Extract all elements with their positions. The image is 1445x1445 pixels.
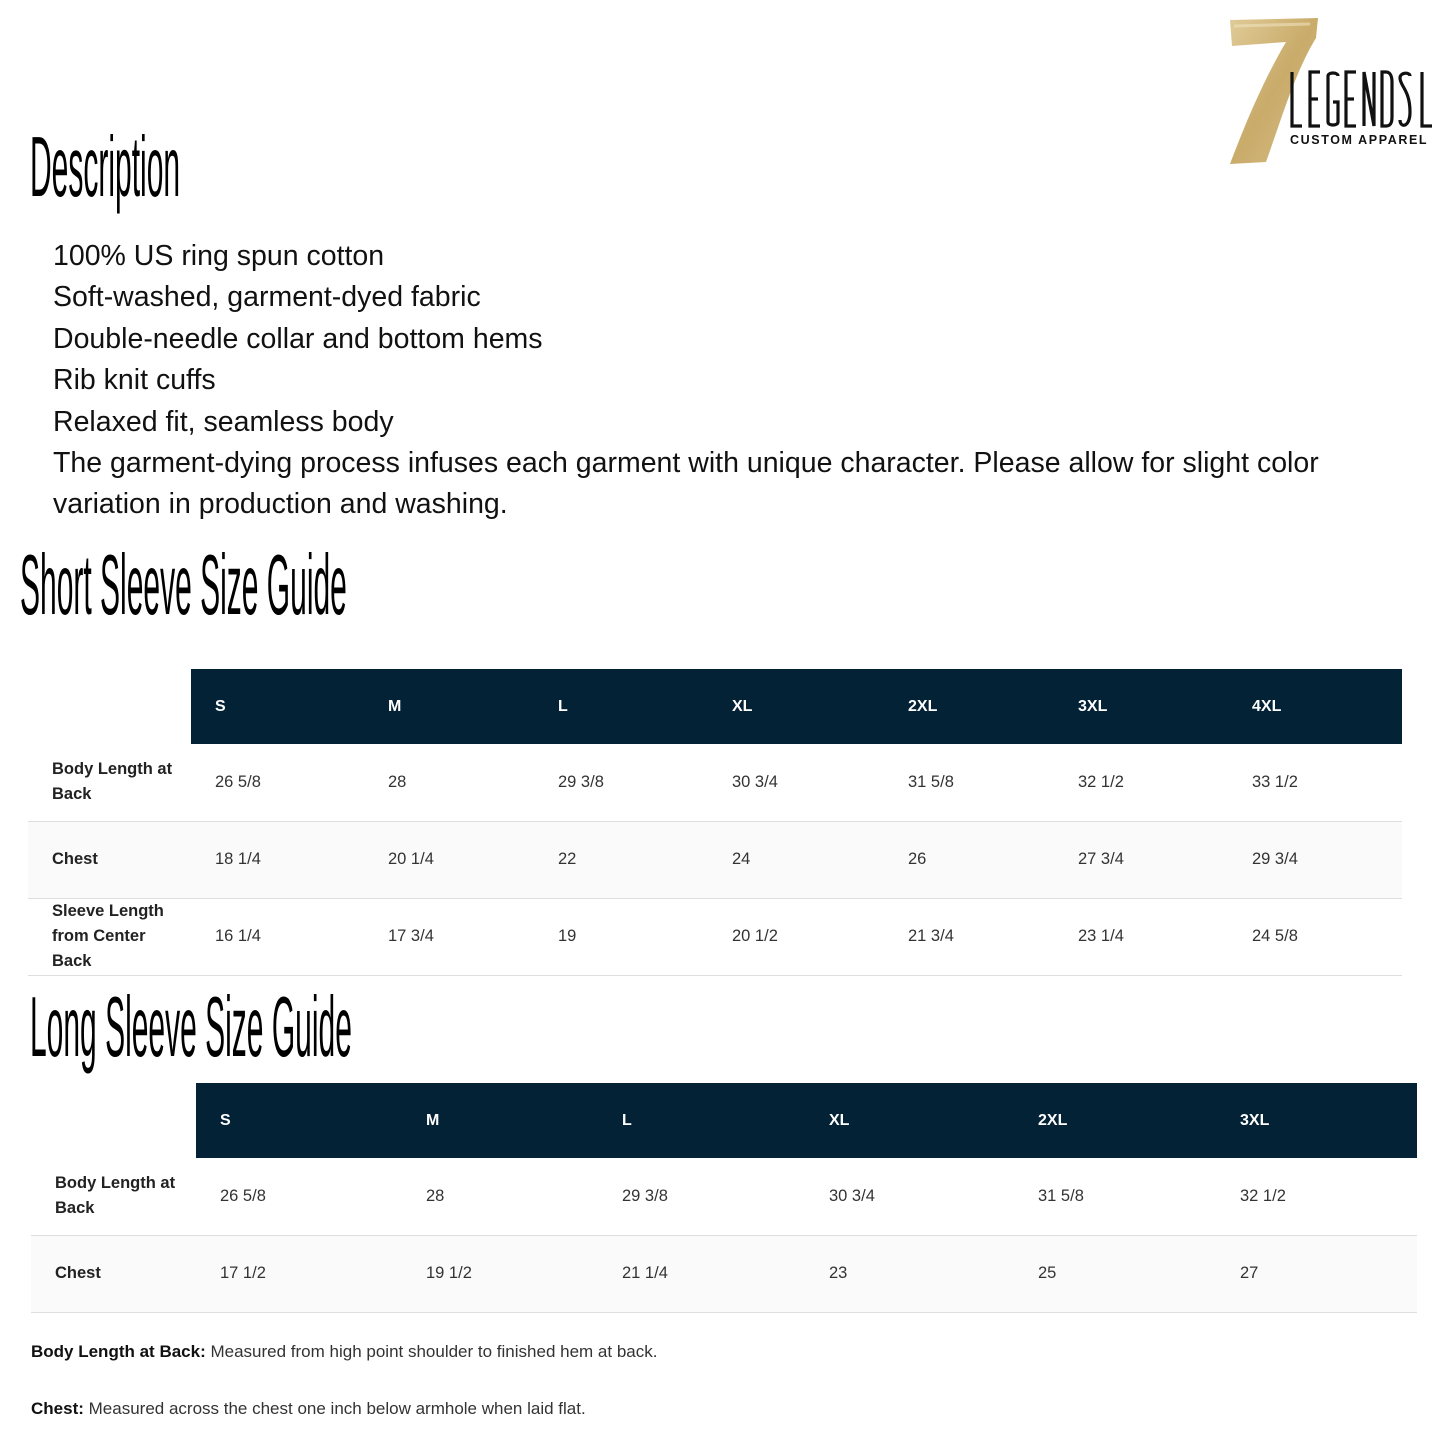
description-title: Description (30, 119, 181, 215)
table-cell: 31 5/8 (1014, 1158, 1216, 1235)
svg-text:CUSTOM APPAREL: CUSTOM APPAREL (1290, 133, 1429, 147)
table-cell: 19 (534, 898, 708, 975)
description-item: Double-needle collar and bottom hems (53, 322, 543, 355)
long-sleeve-title: Long Sleeve Size Guide (30, 979, 352, 1075)
table-cell: 32 1/2 (1216, 1158, 1417, 1235)
row-label: Chest (31, 1235, 196, 1312)
row-label: Chest (28, 821, 191, 898)
table-cell: 19 1/2 (402, 1235, 598, 1312)
table-row (31, 1158, 1417, 1235)
header-spacer (28, 669, 191, 744)
table-cell: 23 (805, 1235, 1014, 1312)
table-row (31, 1235, 1417, 1312)
table-cell: 27 (1216, 1235, 1417, 1312)
table-cell: 29 3/4 (1228, 821, 1402, 898)
size-header: L (598, 1083, 805, 1158)
description-item: Soft-washed, garment-dyed fabric (53, 281, 481, 314)
brand-logo (1226, 16, 1438, 166)
size-header: M (364, 669, 534, 744)
table-cell: 17 3/4 (364, 898, 534, 975)
size-header: XL (805, 1083, 1014, 1158)
table-cell: 23 1/4 (1054, 898, 1228, 975)
table-cell: 24 5/8 (1228, 898, 1402, 975)
description-item: The garment-dying process infuses each garment with unique character. Please allow for slight color variation in production and washing. (53, 447, 1319, 521)
size-header: 3XL (1216, 1083, 1417, 1158)
table-cell: 30 3/4 (805, 1158, 1014, 1235)
table-row (28, 821, 1402, 898)
size-header: 2XL (1014, 1083, 1216, 1158)
table-row (28, 898, 1402, 975)
description-item: Relaxed fit, seamless body (53, 405, 394, 438)
table-cell: 32 1/2 (1054, 744, 1228, 821)
table-cell: 28 (402, 1158, 598, 1235)
long-sleeve-size-table (31, 1083, 1417, 1313)
row-label: Sleeve Length from Center Back (28, 898, 191, 975)
size-header: 2XL (884, 669, 1054, 744)
note-term: Body Length at Back: (31, 1342, 206, 1361)
short-sleeve-title: Short Sleeve Size Guide (20, 537, 347, 633)
table-cell: 26 5/8 (196, 1158, 402, 1235)
description-item: Rib knit cuffs (53, 364, 216, 397)
size-header: L (534, 669, 708, 744)
note-term: Chest: (31, 1399, 84, 1418)
header-spacer (31, 1083, 196, 1158)
table-cell: 22 (534, 821, 708, 898)
table-cell: 20 1/4 (364, 821, 534, 898)
short-sleeve-size-table (28, 669, 1402, 976)
table-row (28, 744, 1402, 821)
table-cell: 24 (708, 821, 884, 898)
table-cell: 20 1/2 (708, 898, 884, 975)
size-header: 3XL (1054, 669, 1228, 744)
table-cell: 17 1/2 (196, 1235, 402, 1312)
table-header-row (28, 669, 1402, 744)
table-cell: 29 3/8 (598, 1158, 805, 1235)
size-header: XL (708, 669, 884, 744)
table-cell: 16 1/4 (191, 898, 364, 975)
chest-note (31, 1399, 586, 1419)
table-cell: 26 5/8 (191, 744, 364, 821)
table-cell: 28 (364, 744, 534, 821)
body-length-note (31, 1342, 657, 1362)
note-text: Measured across the chest one inch below armhole when laid flat. (83, 1399, 586, 1418)
table-header-row (31, 1083, 1417, 1158)
table-cell: 31 5/8 (884, 744, 1054, 821)
description-list (53, 236, 1413, 526)
table-cell: 33 1/2 (1228, 744, 1402, 821)
table-cell: 29 3/8 (534, 744, 708, 821)
table-cell: 21 3/4 (884, 898, 1054, 975)
row-label: Body Length at Back (28, 744, 191, 821)
row-label: Body Length at Back (31, 1158, 196, 1235)
size-header: S (196, 1083, 402, 1158)
table-cell: 21 1/4 (598, 1235, 805, 1312)
description-item: 100% US ring spun cotton (53, 240, 385, 272)
size-header: S (191, 669, 364, 744)
size-header: 4XL (1228, 669, 1402, 744)
size-header: M (402, 1083, 598, 1158)
table-cell: 26 (884, 821, 1054, 898)
table-cell: 27 3/4 (1054, 821, 1228, 898)
table-cell: 30 3/4 (708, 744, 884, 821)
note-text: Measured from high point shoulder to finished hem at back. (205, 1342, 658, 1361)
table-cell: 25 (1014, 1235, 1216, 1312)
table-cell: 18 1/4 (191, 821, 364, 898)
